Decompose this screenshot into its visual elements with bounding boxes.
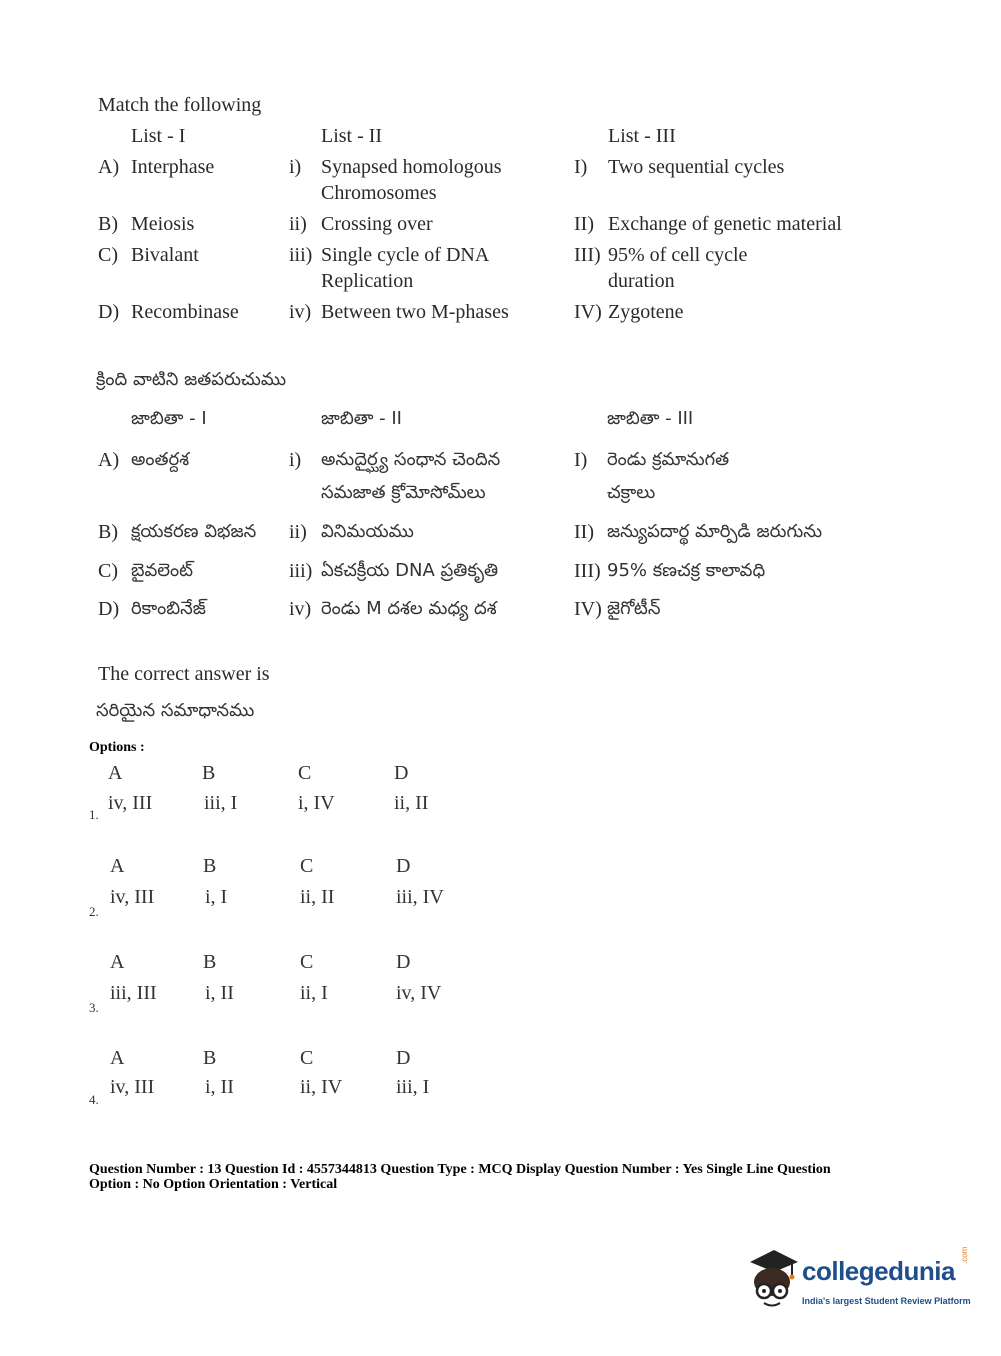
row-d-key: D) (98, 301, 120, 323)
row-b-key-te: B) (98, 521, 118, 543)
option-1-col-b: B (202, 762, 216, 784)
row-c-list2-key-te: iii) (289, 560, 313, 582)
row-b-list2-te: వినిమయము (321, 521, 414, 542)
option-3-col-c: C (300, 951, 314, 973)
row-c-list1-te: బైవలెంట్ (131, 560, 194, 581)
row-b-list1-te: క్షయకరణ విభజన (131, 521, 257, 542)
row-c-key: C) (98, 244, 118, 266)
row-a-key-te: A) (98, 449, 120, 471)
logo-suffix: .com (960, 1246, 969, 1264)
row-a-list3-key: I) (574, 156, 588, 178)
option-4-value-d: iii, I (396, 1076, 430, 1098)
option-2-value-d: iii, IV (396, 886, 444, 908)
option-1-value-d: ii, II (394, 792, 429, 814)
row-d-key-te: D) (98, 598, 120, 620)
option-1-value-b: iii, I (204, 792, 238, 814)
row-c-list2-line1: Single cycle of DNA (321, 244, 490, 266)
list1-header-en: List - I (131, 125, 186, 147)
row-b-list3-key: II) (574, 213, 594, 235)
row-b-list3-key-te: II) (574, 521, 594, 543)
option-4-col-c: C (300, 1047, 314, 1069)
row-d-list2-key: iv) (289, 301, 312, 323)
answer-prompt-en: The correct answer is (98, 663, 270, 685)
collegedunia-logo (744, 1246, 974, 1316)
option-2-col-a: A (110, 855, 125, 877)
option-3-number: 3. (89, 1000, 99, 1015)
option-2-col-c: C (300, 855, 314, 877)
question-title-te: క్రింది వాటిని జతపరుచుము (96, 369, 287, 390)
row-d-list1: Recombinase (131, 301, 239, 323)
option-4-number: 4. (89, 1092, 99, 1107)
row-d-list3-te: జైగోటీన్ (607, 598, 661, 619)
row-b-key: B) (98, 213, 118, 235)
option-1-value-c: i, IV (298, 792, 335, 814)
option-1-col-c: C (298, 762, 312, 784)
row-b-list2-key-te: ii) (289, 521, 307, 543)
row-c-list3-line2: duration (608, 270, 675, 292)
option-2-number: 2. (89, 904, 99, 919)
row-a-list3-line2-te: చక్రాలు (607, 482, 656, 503)
row-d-list2: Between two M-phases (321, 301, 509, 323)
option-4-col-d: D (396, 1047, 411, 1069)
row-d-list2-key-te: iv) (289, 598, 312, 620)
row-a-list2-line1: Synapsed homologous (321, 156, 502, 178)
option-2-value-c: ii, II (300, 886, 335, 908)
row-c-key-te: C) (98, 560, 118, 582)
row-a-list2-line2: Chromosomes (321, 182, 437, 204)
option-3-value-d: iv, IV (396, 982, 442, 1004)
row-d-list1-te: రికాంబినేజ్ (131, 598, 206, 619)
option-1-number: 1. (89, 807, 99, 822)
row-d-list3-key: IV) (574, 301, 602, 323)
option-1-value-a: iv, III (108, 792, 153, 814)
option-1-col-a: A (108, 762, 123, 784)
row-c-list2-key: iii) (289, 244, 313, 266)
row-c-list3-key-te: III) (574, 560, 601, 582)
option-4-value-b: i, II (205, 1076, 234, 1098)
row-c-list1: Bivalant (131, 244, 199, 266)
list2-header-en: List - II (321, 125, 383, 147)
row-d-list2-te: రెండు M దశల మధ్య దశ (321, 598, 497, 619)
row-a-key: A) (98, 156, 120, 178)
question-meta-line1: Question Number : 13 Question Id : 4557344813 Question Type : MCQ Display Question Number : Yes Single Line Question (89, 1162, 831, 1177)
option-3-value-c: ii, I (300, 982, 328, 1004)
row-a-list3: Two sequential cycles (608, 156, 785, 178)
row-b-list3: Exchange of genetic material (608, 213, 842, 235)
option-3-value-a: iii, III (110, 982, 157, 1004)
option-4-value-a: iv, III (110, 1076, 155, 1098)
question-meta-line2: Option : No Option Orientation : Vertical (89, 1177, 338, 1192)
mascot-icon (744, 1246, 802, 1310)
row-a-list2-key: i) (289, 156, 302, 178)
option-2-value-a: iv, III (110, 886, 155, 908)
row-a-list2-line1-te: అనుదైర్ఘ్య సంధాన చెందిన (321, 449, 501, 470)
row-c-list2-te: ఏకచక్రీయ DNA ప్రతికృతి (321, 560, 499, 581)
option-3-col-d: D (396, 951, 411, 973)
option-3-col-a: A (110, 951, 125, 973)
list1-header-te: జాబితా - I (131, 408, 207, 429)
row-a-list1: Interphase (131, 156, 215, 178)
logo-tagline: India's largest Student Review Platform (802, 1296, 971, 1306)
list3-header-te: జాబితా - III (607, 408, 694, 429)
option-2-col-d: D (396, 855, 411, 877)
row-a-list3-key-te: I) (574, 449, 588, 471)
row-b-list1: Meiosis (131, 213, 195, 235)
row-a-list2-line2-te: సమజాత క్రోమోసోమ్‌లు (321, 482, 486, 503)
option-4-value-c: ii, IV (300, 1076, 343, 1098)
row-c-list3-line1: 95% of cell cycle (608, 244, 748, 266)
list2-header-te: జాబితా - II (321, 408, 402, 429)
row-b-list2-key: ii) (289, 213, 307, 235)
question-title-en: Match the following (98, 94, 262, 116)
option-3-value-b: i, II (205, 982, 234, 1004)
options-label: Options : (89, 740, 145, 755)
row-c-list2-line2: Replication (321, 270, 414, 292)
option-3-col-b: B (203, 951, 217, 973)
option-2-col-b: B (203, 855, 217, 877)
row-d-list3: Zygotene (608, 301, 684, 323)
row-a-list3-line1-te: రెండు క్రమానుగత (607, 449, 730, 470)
row-b-list3-te: జన్యుపదార్థ మార్పిడి జరుగును (607, 521, 823, 542)
option-4-col-b: B (203, 1047, 217, 1069)
row-c-list3-key: III) (574, 244, 601, 266)
logo-wordmark: collegedunia (802, 1256, 955, 1286)
option-2-value-b: i, I (205, 886, 228, 908)
row-b-list2: Crossing over (321, 213, 433, 235)
row-c-list3-te: 95% కణచక్ర కాలావధి (607, 560, 766, 581)
answer-prompt-te: సరియైన సమాధానము (96, 700, 255, 721)
list3-header-en: List - III (608, 125, 676, 147)
row-a-list2-key-te: i) (289, 449, 302, 471)
row-a-list1-te: అంతర్దశ (131, 449, 190, 470)
option-4-col-a: A (110, 1047, 125, 1069)
option-1-col-d: D (394, 762, 409, 784)
row-d-list3-key-te: IV) (574, 598, 602, 620)
